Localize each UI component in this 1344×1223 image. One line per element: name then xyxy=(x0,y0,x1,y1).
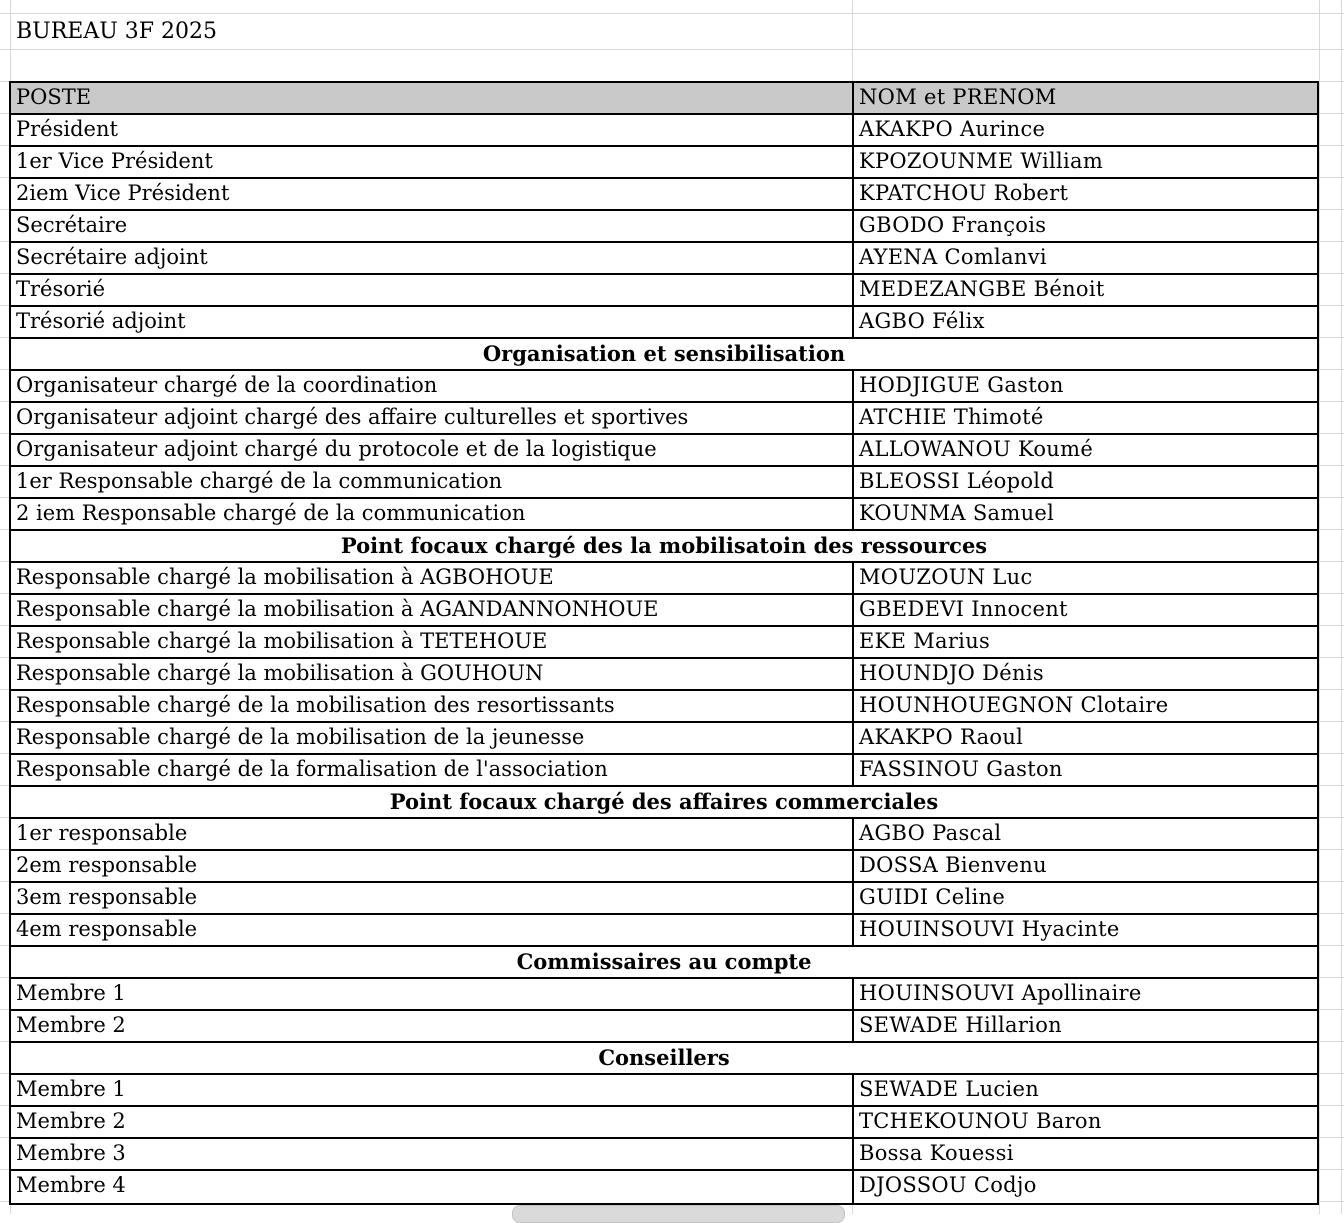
poste-cell[interactable]: 1er Vice Président xyxy=(11,147,854,177)
poste-cell[interactable]: Responsable chargé la mobilisation à TETEHOUE xyxy=(11,627,854,657)
poste-cell[interactable]: Trésorié xyxy=(11,275,854,305)
table-row xyxy=(11,1107,1317,1139)
nom-cell[interactable]: KPATCHOU Robert xyxy=(859,181,1069,205)
poste-cell[interactable]: Secrétaire adjoint xyxy=(11,243,854,273)
nom-cell[interactable]: MOUZOUN Luc xyxy=(859,565,1033,589)
table-row xyxy=(11,851,1317,883)
poste-header-cell[interactable]: POSTE xyxy=(11,83,854,113)
poste-cell[interactable]: Organisateur chargé de la coordination xyxy=(11,371,854,401)
poste-cell[interactable]: 4em responsable xyxy=(11,915,854,945)
poste-cell[interactable]: Responsable chargé la mobilisation à AGBOHOUE xyxy=(11,563,854,593)
nom-cell[interactable]: TCHEKOUNOU Baron xyxy=(859,1109,1102,1133)
nom-cell[interactable]: HOUNDJO Dénis xyxy=(859,661,1044,685)
section-header-row xyxy=(11,339,1317,371)
table-row xyxy=(11,755,1317,787)
table-row xyxy=(11,1075,1317,1107)
poste-cell[interactable]: 2em responsable xyxy=(11,851,854,881)
table-row xyxy=(11,627,1317,659)
section-header-row xyxy=(11,947,1317,979)
sheet-title-cell[interactable]: BUREAU 3F 2025 xyxy=(16,19,217,44)
poste-cell[interactable]: Membre 2 xyxy=(11,1011,854,1041)
table-row xyxy=(11,499,1317,531)
table-row xyxy=(11,1171,1317,1203)
poste-cell[interactable]: Président xyxy=(11,115,854,145)
gridline-vertical xyxy=(1319,0,1320,1214)
nom-cell[interactable]: EKE Marius xyxy=(859,629,991,653)
nom-cell[interactable]: HOUNHOUEGNON Clotaire xyxy=(859,693,1169,717)
poste-cell[interactable]: Trésorié adjoint xyxy=(11,307,854,337)
poste-cell[interactable]: Responsable chargé la mobilisation à GOUHOUN xyxy=(11,659,854,689)
nom-cell[interactable]: GUIDI Celine xyxy=(859,885,1006,909)
nom-cell[interactable]: SEWADE Lucien xyxy=(859,1077,1040,1101)
nom-cell[interactable]: ALLOWANOU Koumé xyxy=(859,437,1094,461)
table-row xyxy=(11,691,1317,723)
table-header-row xyxy=(11,83,1317,115)
poste-cell[interactable]: Responsable chargé la mobilisation à AGANDANNONHOUE xyxy=(11,595,854,625)
bureau-table xyxy=(9,81,1319,1205)
table-row xyxy=(11,211,1317,243)
table-row xyxy=(11,1139,1317,1171)
nom-cell[interactable]: KPOZOUNME William xyxy=(859,149,1104,173)
table-row xyxy=(11,147,1317,179)
poste-cell[interactable]: Membre 1 xyxy=(11,1075,854,1105)
table-row xyxy=(11,243,1317,275)
nom-cell[interactable]: FASSINOU Gaston xyxy=(859,757,1063,781)
section-header-row xyxy=(11,787,1317,819)
nom-cell[interactable]: AKAKPO Aurince xyxy=(859,117,1046,141)
table-row xyxy=(11,435,1317,467)
table-row xyxy=(11,563,1317,595)
nom-cell[interactable]: SEWADE Hillarion xyxy=(859,1013,1062,1037)
nom-cell[interactable]: HOUINSOUVI Apollinaire xyxy=(859,981,1142,1005)
section-title-cell[interactable]: Point focaux chargé des affaires commerciales xyxy=(389,789,939,814)
poste-cell[interactable]: Organisateur adjoint chargé des affaire culturelles et sportives xyxy=(11,403,854,433)
gridline-vertical xyxy=(1341,0,1342,1214)
nom-cell[interactable]: DOSSA Bienvenu xyxy=(859,853,1047,877)
poste-cell[interactable]: Responsable chargé de la formalisation de l'association xyxy=(11,755,854,785)
poste-cell[interactable]: Secrétaire xyxy=(11,211,854,241)
horizontal-scrollbar-thumb[interactable] xyxy=(512,1205,845,1223)
nom-cell[interactable]: AGBO Pascal xyxy=(859,821,1002,845)
nom-cell[interactable]: AYENA Comlanvi xyxy=(859,245,1047,269)
nom-cell[interactable]: MEDEZANGBE Bénoit xyxy=(859,277,1105,301)
poste-cell[interactable]: 1er Responsable chargé de la communication xyxy=(11,467,854,497)
nom-cell[interactable]: BLEOSSI Léopold xyxy=(859,469,1055,493)
section-title-cell[interactable]: Organisation et sensibilisation xyxy=(482,341,846,366)
poste-cell[interactable]: Membre 2 xyxy=(11,1107,854,1137)
nom-cell[interactable]: DJOSSOU Codjo xyxy=(859,1173,1037,1197)
poste-cell[interactable]: 2 iem Responsable chargé de la communication xyxy=(11,499,854,529)
nom-cell[interactable]: ATCHIE Thimoté xyxy=(859,405,1044,429)
poste-cell[interactable]: Organisateur adjoint chargé du protocole et de la logistique xyxy=(11,435,854,465)
table-row xyxy=(11,307,1317,339)
gridline-horizontal xyxy=(0,49,1344,50)
nom-cell[interactable]: Bossa Kouessi xyxy=(859,1141,1014,1165)
nom-cell[interactable]: HODJIGUE Gaston xyxy=(859,373,1064,397)
table-row xyxy=(11,979,1317,1011)
nom-cell[interactable]: GBEDEVI Innocent xyxy=(859,597,1068,621)
nom-cell[interactable]: KOUNMA Samuel xyxy=(859,501,1055,525)
table-row xyxy=(11,115,1317,147)
nom-cell[interactable]: GBODO François xyxy=(859,213,1047,237)
section-header-row xyxy=(11,531,1317,563)
section-title-cell[interactable]: Commissaires au compte xyxy=(516,949,812,974)
nom-header-cell[interactable]: NOM et PRENOM xyxy=(854,83,1317,113)
nom-cell[interactable]: HOUINSOUVI Hyacinte xyxy=(859,917,1120,941)
section-title-cell[interactable]: Point focaux chargé des la mobilisatoin des ressources xyxy=(340,533,988,558)
table-row xyxy=(11,1011,1317,1043)
poste-cell[interactable]: 2iem Vice Président xyxy=(11,179,854,209)
nom-cell[interactable]: AGBO Félix xyxy=(859,309,985,333)
table-row xyxy=(11,883,1317,915)
poste-cell[interactable]: Membre 4 xyxy=(11,1171,854,1203)
table-row xyxy=(11,915,1317,947)
nom-cell[interactable]: AKAKPO Raoul xyxy=(859,725,1024,749)
poste-cell[interactable]: Membre 1 xyxy=(11,979,854,1009)
poste-cell[interactable]: 3em responsable xyxy=(11,883,854,913)
table-row xyxy=(11,467,1317,499)
table-row xyxy=(11,371,1317,403)
section-header-row xyxy=(11,1043,1317,1075)
table-row xyxy=(11,819,1317,851)
poste-cell[interactable]: Membre 3 xyxy=(11,1139,854,1169)
table-row xyxy=(11,179,1317,211)
poste-cell[interactable]: Responsable chargé de la mobilisation de la jeunesse xyxy=(11,723,854,753)
poste-cell[interactable]: 1er responsable xyxy=(11,819,854,849)
poste-cell[interactable]: Responsable chargé de la mobilisation des resortissants xyxy=(11,691,854,721)
table-row xyxy=(11,403,1317,435)
table-row xyxy=(11,275,1317,307)
table-row xyxy=(11,659,1317,691)
section-title-cell[interactable]: Conseillers xyxy=(598,1045,730,1070)
table-row xyxy=(11,723,1317,755)
table-row xyxy=(11,595,1317,627)
